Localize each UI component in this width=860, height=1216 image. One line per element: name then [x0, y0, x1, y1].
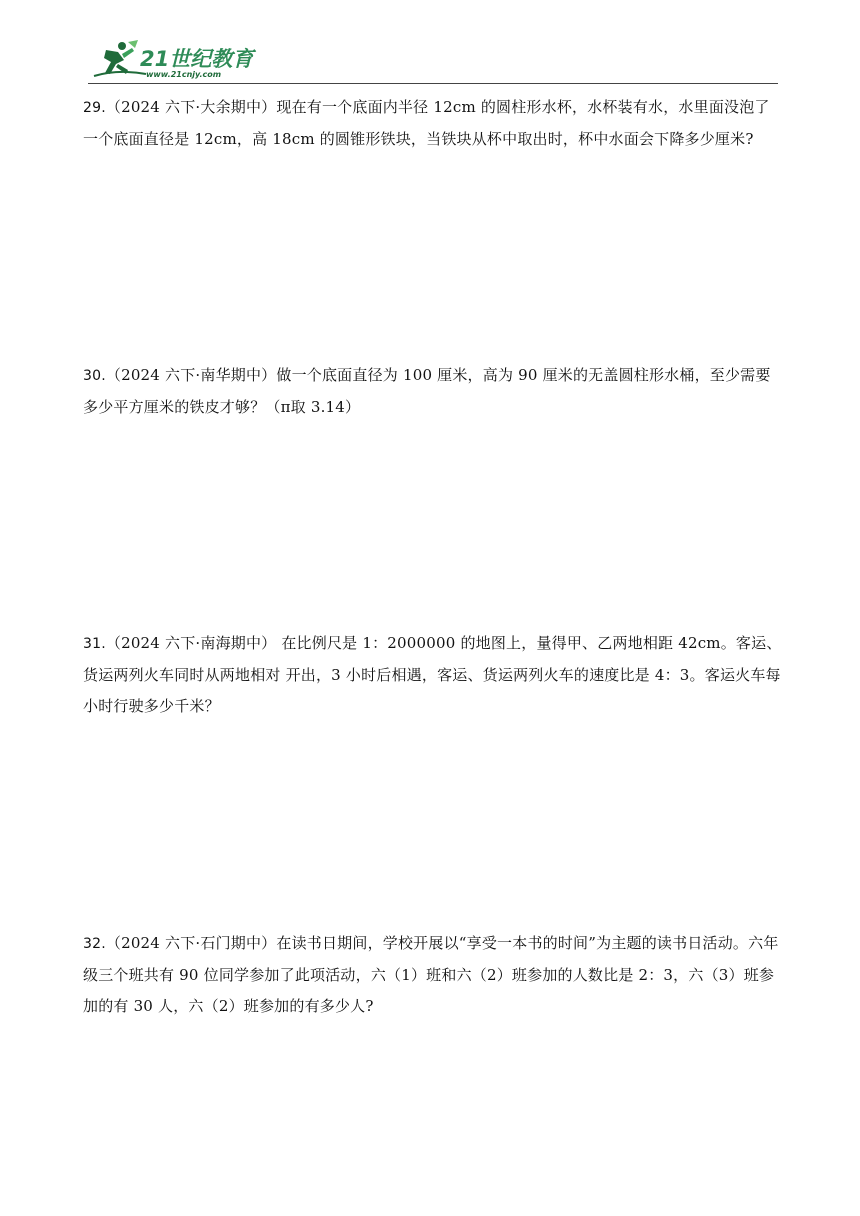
question-text: （2024 六下·大余期中）现在有一个底面内半径 12cm 的圆柱形水杯，水杯装有水，水里面没泡了一个底面直径是 12cm，高 18cm 的圆锥形铁块，当铁块从杯中取出时，杯中水面会下降多少厘米? [83, 98, 770, 148]
site-logo [88, 36, 268, 82]
runner-icon [94, 40, 146, 76]
question-32 [83, 928, 783, 1022]
question-number: 32. [83, 936, 106, 952]
question-29 [83, 92, 783, 155]
page-header [88, 36, 778, 86]
question-number: 31. [83, 636, 106, 652]
question-30 [83, 360, 783, 423]
question-number: 29. [83, 100, 106, 116]
question-text: （2024 六下·南华期中）做一个底面直径为 100 厘米，高为 90 厘米的无盖圆柱形水桶，至少需要多少平方厘米的铁皮才够？（π取 3.14） [83, 366, 771, 416]
question-31 [83, 628, 783, 722]
question-number: 30. [83, 368, 106, 384]
logo-url: www.21cnjy.com [146, 70, 222, 79]
question-text: （2024 六下·石门期中）在读书日期间，学校开展以“享受一本书的时间”为主题的读书日活动。六年级三个班共有 90 位同学参加了此项活动，六（1）班和六（2）班参加的人数比是 2：3，六（3）班参加的有 30 人，六（2）班参加的有多少人? [83, 934, 779, 1015]
logo-text: 21世纪教育 [140, 47, 254, 71]
question-text: （2024 六下·南海期中） 在比例尺是 1：2000000 的地图上，量得甲、乙两地相距 42cm。客运、货运两列火车同时从两地相对 开出，3 小时后相遇，客运、货运两列火车的速度比是 4：3。客运火车每小时行驶多少千米？ [83, 634, 782, 715]
header-divider [88, 83, 778, 84]
